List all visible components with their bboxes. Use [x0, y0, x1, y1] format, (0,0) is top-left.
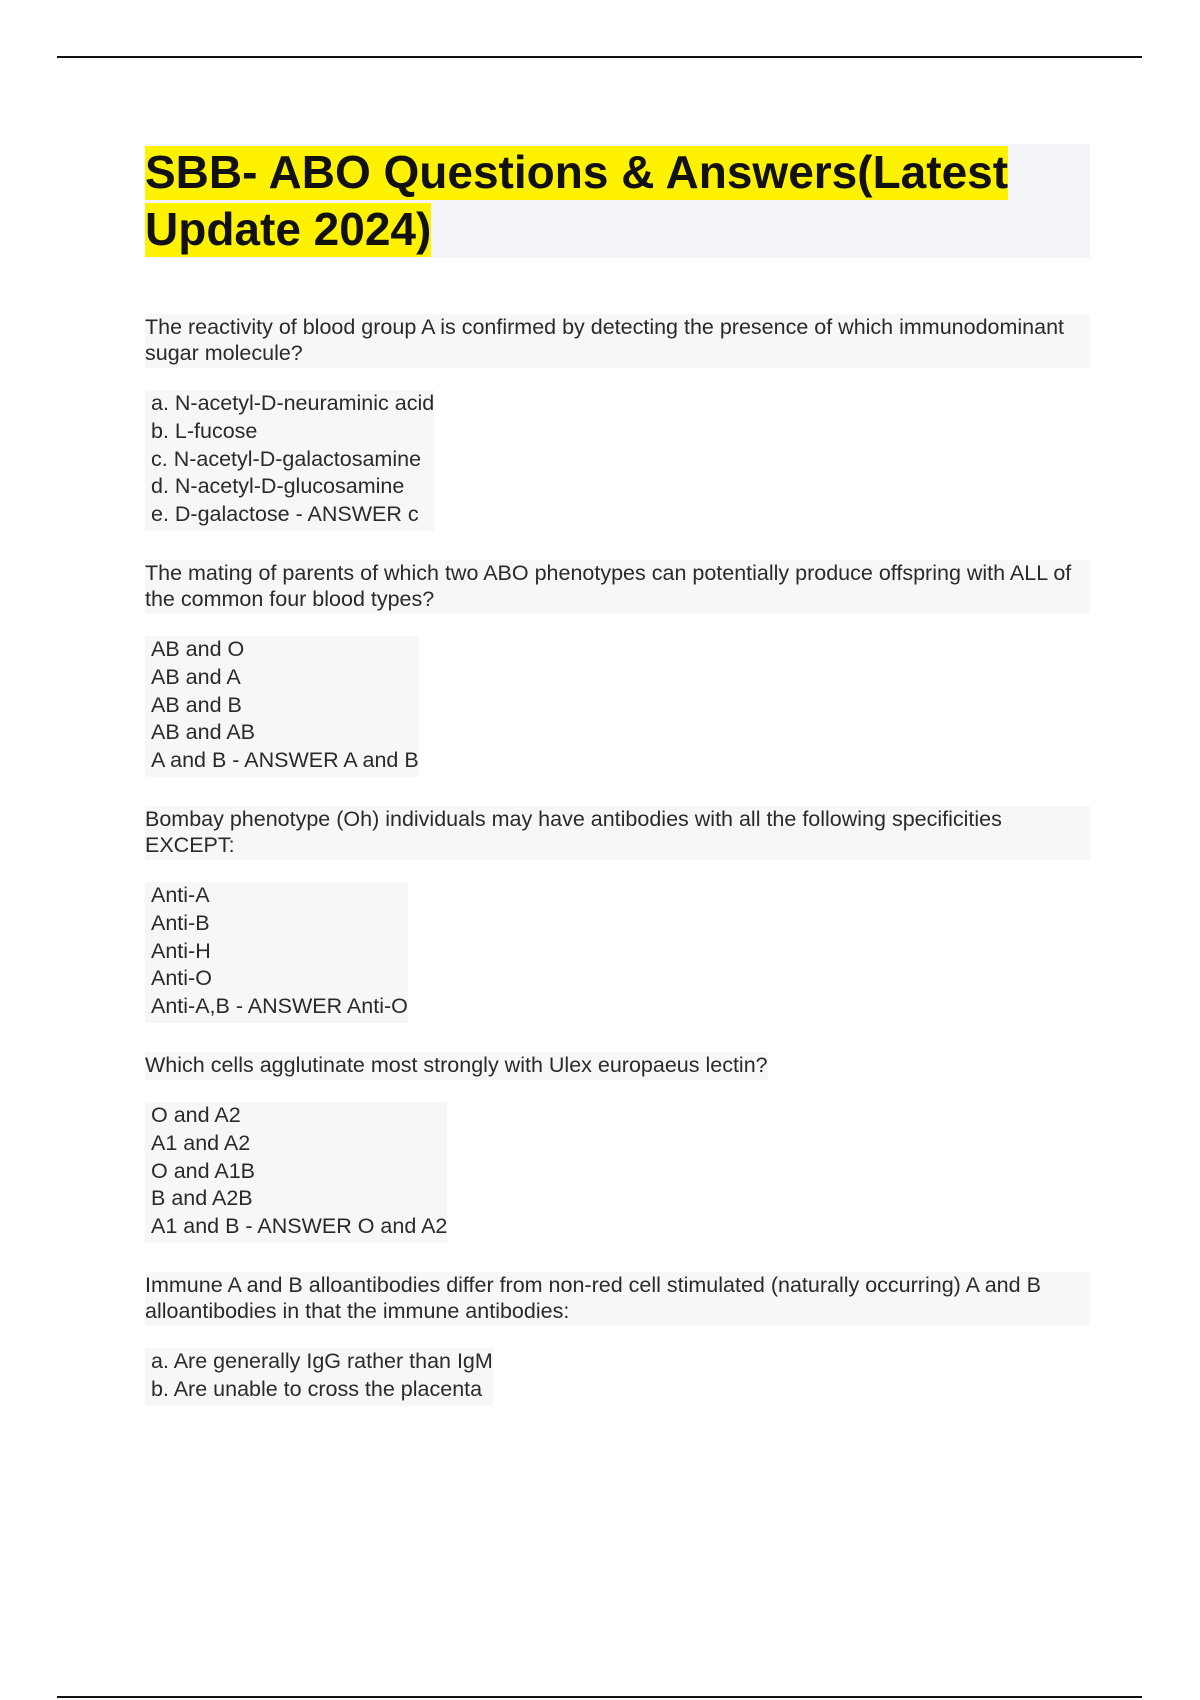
bottom-rule — [57, 1696, 1142, 1698]
top-rule — [57, 56, 1142, 58]
answer-option: e. D-galactose - ANSWER c — [151, 502, 419, 527]
answer-option: AB and AB — [151, 720, 255, 745]
answer-option: Anti-B — [151, 910, 210, 935]
question-item — [145, 806, 1090, 1023]
answer-option: AB and A — [151, 664, 241, 689]
answer-option: a. N-acetyl-D-neuraminic acid — [151, 391, 435, 415]
answer-option: O and A1B — [151, 1158, 255, 1183]
title-block — [145, 144, 1090, 258]
answer-option: O and A2 — [151, 1102, 241, 1127]
document-body — [145, 144, 1090, 1435]
answer-option: Anti-A,B - ANSWER Anti-O — [151, 994, 408, 1019]
question-item — [145, 314, 1090, 531]
answer-option: d. N-acetyl-D-glucosamine — [151, 474, 405, 499]
question-text: The mating of parents of which two ABO phenotypes can potentially produce offspring with ALL of the common four blood types? — [145, 560, 1090, 614]
answer-options — [145, 882, 408, 1023]
answer-option: AB and B — [151, 692, 242, 717]
answer-option: Anti-O — [151, 966, 212, 991]
answer-option: A1 and B - ANSWER O and A2 — [151, 1214, 448, 1239]
question-text: Bombay phenotype (Oh) individuals may have antibodies with all the following specificities EXCEPT: — [145, 806, 1090, 860]
answer-option: c. N-acetyl-D-galactosamine — [151, 446, 422, 471]
question-text: The reactivity of blood group A is confirmed by detecting the presence of which immunodominant sugar molecule? — [145, 314, 1090, 368]
answer-options — [145, 1348, 493, 1406]
answer-option: a. Are generally IgG rather than IgM — [151, 1348, 493, 1373]
answer-option: B and A2B — [151, 1186, 253, 1211]
answer-option: b. L-fucose — [151, 418, 258, 443]
answer-option: A and B - ANSWER A and B — [151, 748, 419, 773]
question-list — [145, 314, 1090, 1406]
answer-option: b. Are unable to cross the placenta — [151, 1376, 483, 1401]
question-text: Immune A and B alloantibodies differ from non-red cell stimulated (naturally occurring) A and B alloantibodies in that the immune antibodies: — [145, 1272, 1090, 1326]
question-text: Which cells agglutinate most strongly with Ulex europaeus lectin? — [145, 1052, 768, 1080]
answer-option: AB and O — [151, 636, 245, 661]
document-title-text: SBB- ABO Questions & Answers(Latest Update 2024) — [145, 146, 1009, 255]
answer-options — [145, 390, 434, 531]
question-item — [145, 560, 1090, 777]
question-item — [145, 1052, 1090, 1243]
answer-option: A1 and A2 — [151, 1130, 251, 1155]
answer-options — [145, 636, 419, 777]
answer-option: Anti-H — [151, 938, 211, 963]
question-item — [145, 1272, 1090, 1406]
answer-option: Anti-A — [151, 882, 210, 907]
document-title — [145, 144, 1090, 258]
answer-options — [145, 1102, 447, 1243]
